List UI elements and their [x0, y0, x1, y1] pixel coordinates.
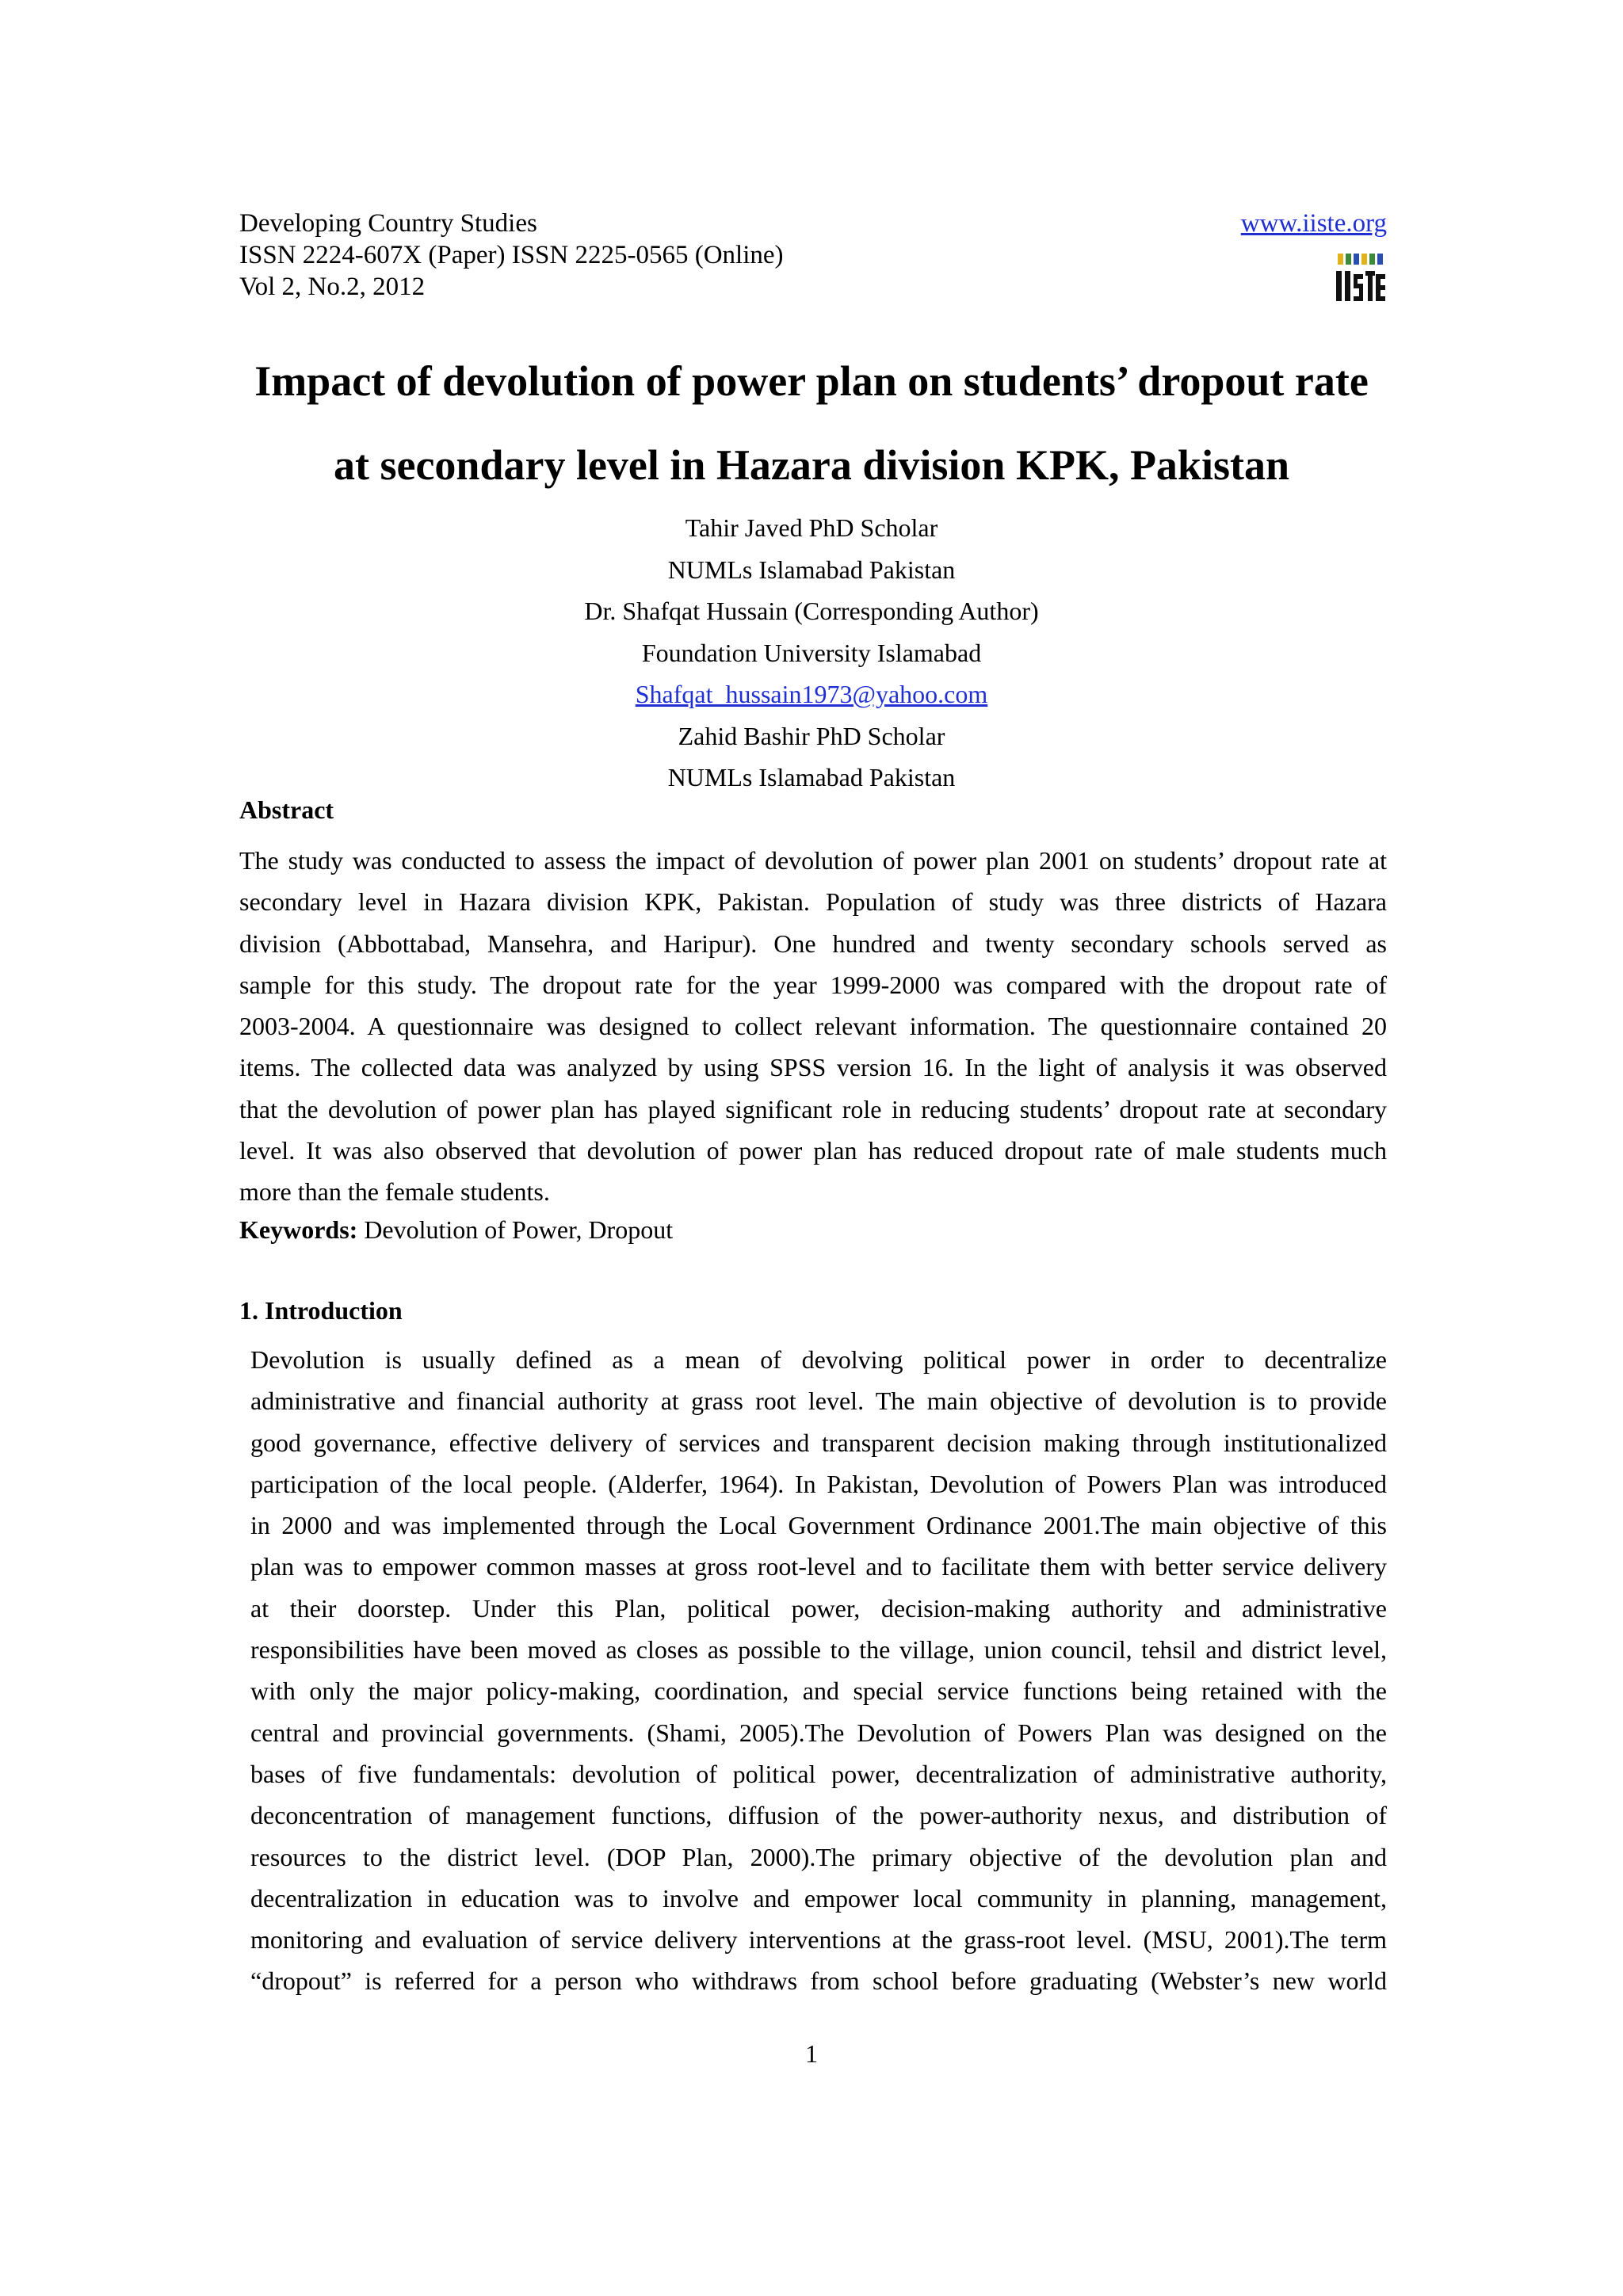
intro-line: bases of five fundamentals: devolution of political power, decentralization of administrative authority, — [250, 1759, 1387, 1788]
paper-title-line-1: Impact of devolution of power plan on students’ dropout rate — [254, 357, 1369, 405]
intro-line: Devolution is usually defined as a mean of devolving political power in order to decentralize — [250, 1345, 1387, 1374]
intro-line: central and provincial governments. (Shami, 2005).The Devolution of Powers Plan was designed on the — [250, 1718, 1387, 1747]
abstract-line: division (Abbottabad, Mansehra, and Haripur). One hundred and twenty secondary schools served as — [239, 929, 1387, 958]
abstract-line: level. It was also observed that devolution of power plan has reduced dropout rate of male students much — [239, 1136, 1387, 1165]
paper-title-line-2: at secondary level in Hazara division KPK, Pakistan — [333, 441, 1289, 489]
intro-line: plan was to empower common masses at gross root-level and to facilitate them with better service delivery — [250, 1552, 1387, 1581]
intro-line: decentralization in education was to involve and empower local community in planning, management, — [250, 1883, 1387, 1913]
intro-line: in 2000 and was implemented through the Local Government Ordinance 2001.The main objective of this — [250, 1511, 1387, 1540]
keywords-label: Keywords: — [239, 1215, 358, 1244]
abstract-line: items. The collected data was analyzed by using SPSS version 16. In the light of analysis it was observed — [239, 1053, 1387, 1082]
intro-line: good governance, effective delivery of services and transparent decision making through institutionalized — [250, 1428, 1387, 1457]
author-1-name: Tahir Javed PhD Scholar — [685, 513, 938, 542]
website-link[interactable]: www.iiste.org — [1240, 209, 1387, 238]
corresponding-email-link[interactable]: Shafqat_hussain1973@yahoo.com — [635, 680, 988, 708]
abstract-line: more than the female students. — [239, 1177, 550, 1207]
logo-bar-1 — [1338, 254, 1343, 265]
logo-letter-s — [1354, 274, 1363, 301]
author-3-name: Zahid Bashir PhD Scholar — [678, 721, 945, 750]
page-number: 1 — [805, 2039, 818, 2068]
logo-bar-4 — [1361, 254, 1367, 265]
intro-line: administrative and financial authority at grass root level. The main objective of devolution is to provide — [250, 1386, 1387, 1416]
introduction-heading: 1. Introduction — [239, 1296, 403, 1325]
logo-bar-2 — [1346, 254, 1351, 265]
journal-name: Developing Country Studies — [239, 209, 537, 238]
logo-letter-e — [1376, 274, 1385, 301]
journal-volume: Vol 2, No.2, 2012 — [239, 273, 426, 301]
logo-bar-3 — [1354, 254, 1359, 265]
journal-website — [1241, 208, 1387, 239]
author-3-affiliation: NUMLs Islamabad Pakistan — [667, 763, 956, 791]
keywords-text: Devolution of Power, Dropout — [357, 1215, 674, 1244]
author-block — [317, 507, 1306, 799]
abstract-heading: Abstract — [239, 795, 334, 824]
author-2-name: Dr. Shafqat Hussain (Corresponding Author) — [584, 597, 1039, 625]
author-1-affiliation: NUMLs Islamabad Pakistan — [667, 555, 956, 584]
journal-header — [239, 208, 1387, 303]
intro-line: “dropout” is referred for a person who withdraws from school before graduating (Webster’s new world — [250, 1966, 1387, 1996]
journal-info — [239, 208, 1387, 303]
intro-line: responsibilities have been moved as closes as possible to the village, union council, tehsil and district level, — [250, 1635, 1387, 1665]
journal-issn: ISSN 2224-607X (Paper) ISSN 2225-0565 (Online) — [239, 241, 784, 269]
intro-line: monitoring and evaluation of service delivery interventions at the grass-root level. (MSU, 2001).The term — [250, 1925, 1387, 1955]
abstract-line: that the devolution of power plan has played significant role in reducing students’ dropout rate at secondary — [239, 1094, 1387, 1123]
abstract-line: secondary level in Hazara division KPK, Pakistan. Population of study was three districts of Hazara — [239, 887, 1387, 917]
abstract-line: The study was conducted to assess the impact of devolution of power plan 2001 on students’ dropout rate at — [239, 846, 1387, 875]
introduction-body — [250, 1339, 1387, 2002]
intro-line: with only the major policy-making, coordination, and special service functions being retained with the — [250, 1676, 1387, 1706]
intro-line: at their doorstep. Under this Plan, political power, decision-making authority and administrative — [250, 1593, 1387, 1623]
abstract-line: 2003-2004. A questionnaire was designed to collect relevant information. The questionnaire contained 20 — [239, 1012, 1387, 1041]
iiste-logo — [1333, 250, 1387, 304]
logo-letter-t-stem — [1368, 271, 1373, 301]
author-2-affiliation: Foundation University Islamabad — [641, 638, 982, 667]
abstract-line: sample for this study. The dropout rate for the year 1999-2000 was compared with the dropout rate of — [239, 970, 1387, 999]
logo-bar-5 — [1369, 254, 1375, 265]
intro-line: deconcentration of management functions, diffusion of the power-authority nexus, and distribution of — [250, 1801, 1387, 1830]
keywords-line — [239, 1214, 673, 1245]
logo-letter-i1 — [1336, 271, 1342, 301]
logo-bar-6 — [1377, 254, 1383, 265]
intro-line: resources to the district level. (DOP Plan, 2000).The primary objective of the devolution plan and — [250, 1842, 1387, 1871]
logo-letter-i2 — [1345, 271, 1350, 301]
intro-line: participation of the local people. (Alderfer, 1964). In Pakistan, Devolution of Powers Plan was introduced — [250, 1469, 1387, 1498]
abstract-body — [239, 840, 1387, 1213]
